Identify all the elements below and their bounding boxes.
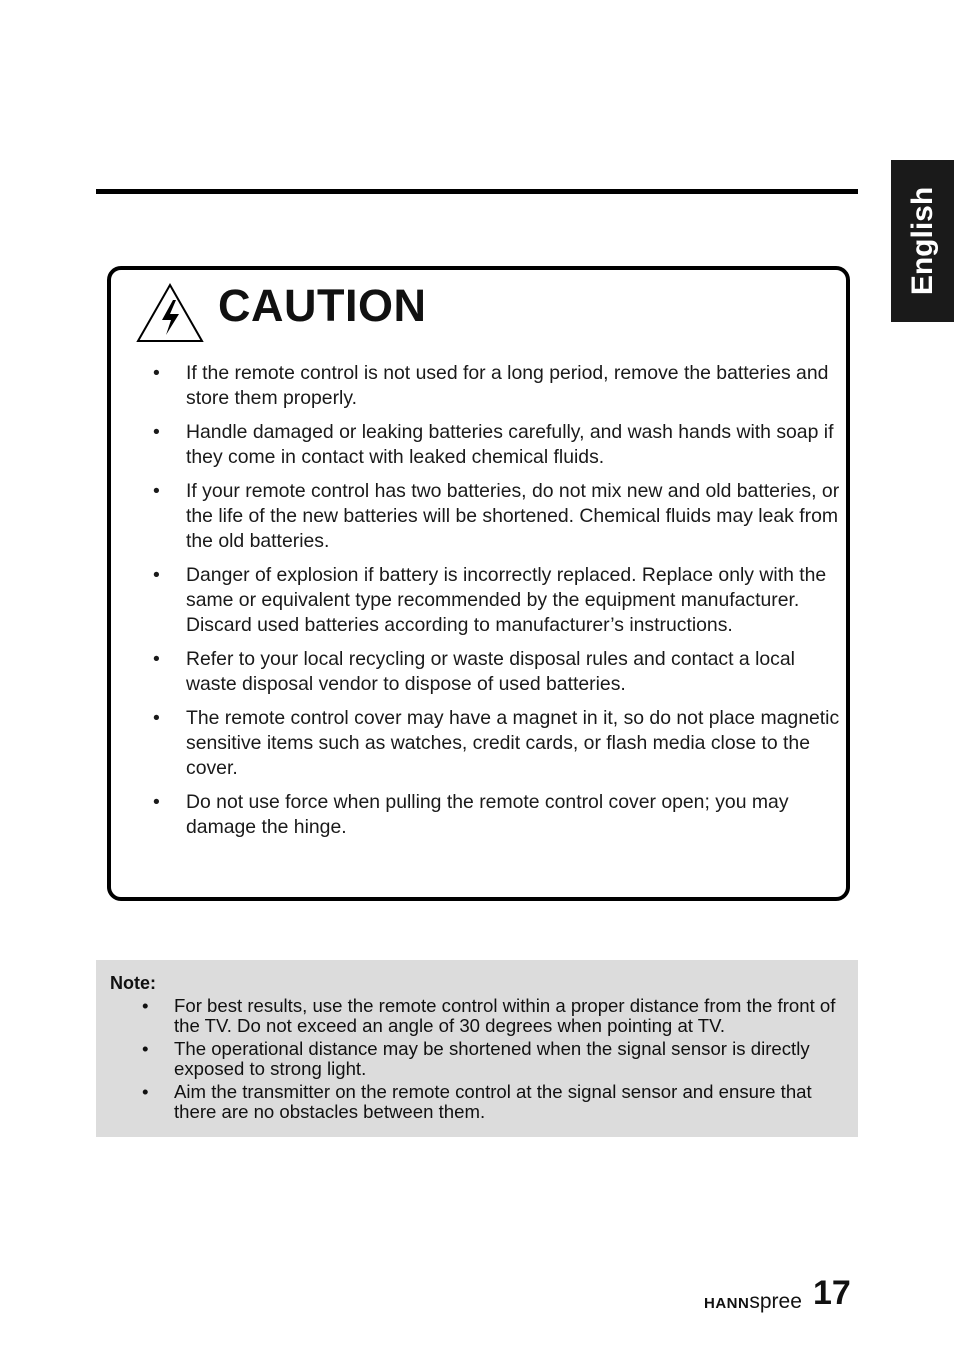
caution-list (150, 361, 840, 849)
note-item (140, 1082, 850, 1122)
brand-light: spree (749, 1290, 802, 1313)
bullet: • (153, 791, 160, 813)
language-tab (891, 160, 954, 322)
note-item-text: The operational distance may be shortened when the signal sensor is directly exposed to strong light. (174, 1038, 810, 1079)
bullet: • (153, 564, 160, 586)
bullet: • (153, 648, 160, 670)
caution-item-text: If your remote control has two batteries, do not mix new and old batteries, or the life of the new batteries will be shortened. Chemical fluids may leak from the old batteries. (186, 480, 840, 552)
caution-item (150, 420, 840, 470)
bullet: • (153, 707, 160, 729)
caution-item (150, 706, 840, 781)
bullet: • (153, 480, 160, 502)
caution-item (150, 563, 840, 638)
top-rule (96, 189, 858, 194)
note-title: Note: (110, 973, 156, 993)
bullet: • (142, 1081, 149, 1102)
note-list (140, 996, 850, 1125)
bullet: • (153, 421, 160, 443)
note-item (140, 996, 850, 1036)
electric-shock-warning-icon (136, 282, 204, 344)
caution-item-text: Danger of explosion if battery is incorrectly replaced. Replace only with the same or equivalent type recommended by the equipment manufacturer. Discard used batteries according to manufacturer’s instructions. (186, 564, 827, 636)
brand-bold: HANN (704, 1295, 750, 1312)
caution-item-text: If the remote control is not used for a long period, remove the batteries and store them properly. (186, 362, 829, 409)
language-tab-label: English (905, 186, 939, 296)
note-item (140, 1039, 850, 1079)
caution-item (150, 647, 840, 697)
bullet: • (142, 995, 149, 1016)
caution-item-text: Handle damaged or leaking batteries carefully, and wash hands with soap if they come in contact with leaked chemical fluids. (186, 421, 834, 468)
bullet: • (142, 1038, 149, 1059)
caution-item (150, 479, 840, 554)
bullet: • (153, 362, 160, 384)
caution-item (150, 361, 840, 411)
note-item-text: Aim the transmitter on the remote control at the signal sensor and ensure that there are no obstacles between them. (174, 1081, 812, 1122)
page-number: 17 (813, 1274, 851, 1312)
caution-item-text: The remote control cover may have a magnet in it, so do not place magnetic sensitive items such as watches, credit cards, or flash media close to the cover. (186, 707, 840, 779)
caution-item-text: Refer to your local recycling or waste disposal rules and contact a local waste disposal vendor to dispose of used batteries. (186, 648, 795, 695)
caution-item-text: Do not use force when pulling the remote control cover open; you may damage the hinge. (186, 791, 789, 838)
note-item-text: For best results, use the remote control within a proper distance from the front of the TV. Do not exceed an angle of 30 degrees when pointing at TV. (174, 995, 836, 1036)
caution-item (150, 790, 840, 840)
caution-title: CAUTION (218, 280, 427, 331)
brand-logo (704, 1290, 802, 1314)
